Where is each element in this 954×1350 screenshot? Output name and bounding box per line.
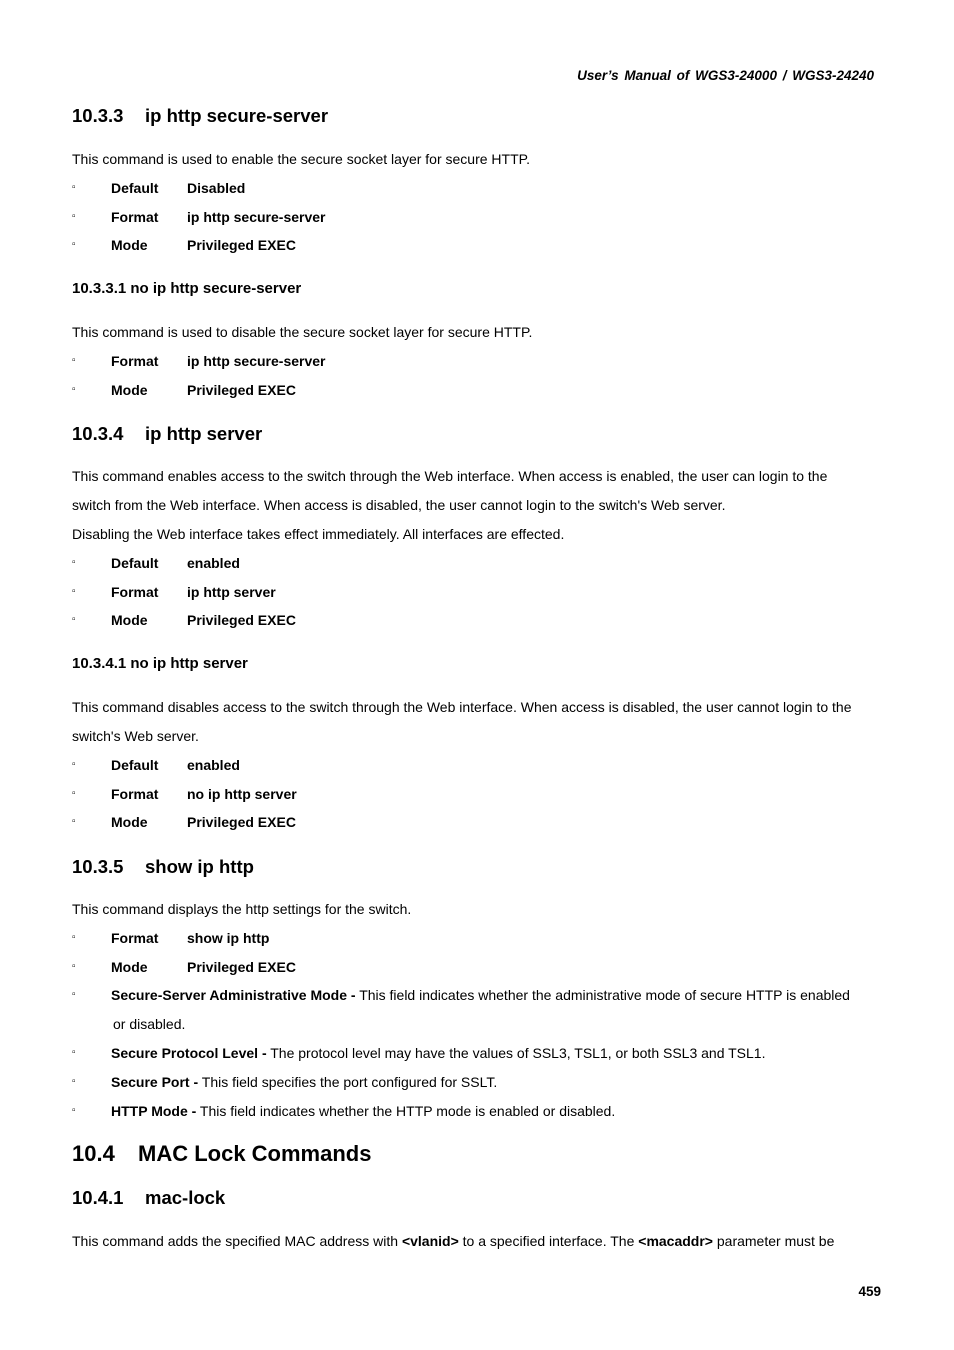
section-title: ip http secure-server xyxy=(145,105,329,126)
bullet-icon: ▫ xyxy=(72,961,76,972)
bullet-icon: ▫ xyxy=(72,1047,76,1058)
field-name: Secure-Server Administrative Mode - xyxy=(111,987,356,1003)
paragraph-line: This command enables access to the switch through the Web interface. When access is enabled, the user can login to the xyxy=(72,468,828,484)
field-description: The protocol level may have the values of SSL3, TSL1, or both SSL3 and TSL1. xyxy=(266,1045,766,1061)
bullet-icon: ▫ xyxy=(72,1076,76,1087)
section-heading-10-4 xyxy=(72,1141,371,1167)
text-run: parameter must be xyxy=(712,1233,835,1249)
bullet-icon: ▫ xyxy=(72,239,76,250)
item-value: Privileged EXEC xyxy=(187,814,296,830)
item-value: ip http server xyxy=(187,584,276,600)
item-key: Mode xyxy=(111,382,148,398)
item-value: Privileged EXEC xyxy=(187,237,296,253)
subsection-heading-10-3-3-1: 10.3.3.1 no ip http secure-server xyxy=(72,280,302,297)
bullet-icon: ▫ xyxy=(72,816,76,827)
field-text xyxy=(111,1074,497,1090)
section-title: show ip http xyxy=(145,856,254,877)
item-value: ip http secure-server xyxy=(187,353,326,369)
item-key: Format xyxy=(111,209,159,225)
paragraph-line: Disabling the Web interface takes effect immediately. All interfaces are effected. xyxy=(72,526,565,542)
section-heading-10-3-5 xyxy=(72,856,254,878)
subsection-heading-10-3-4-1: 10.3.4.1 no ip http server xyxy=(72,655,248,672)
field-name: Secure Protocol Level - xyxy=(111,1045,267,1061)
bullet-icon: ▫ xyxy=(72,614,76,625)
item-key: Format xyxy=(111,786,159,802)
item-value: Privileged EXEC xyxy=(187,612,296,628)
section-heading-10-4-1 xyxy=(72,1187,225,1209)
section-heading-10-3-3 xyxy=(72,105,328,127)
field-continuation: or disabled. xyxy=(113,1016,186,1032)
item-value: Disabled xyxy=(187,180,246,196)
bullet-icon: ▫ xyxy=(72,1105,76,1116)
running-header: User’s Manual of WGS3-24000 / WGS3-24240 xyxy=(577,68,874,83)
field-text xyxy=(111,1045,765,1061)
bullet-icon: ▫ xyxy=(72,557,76,568)
item-value: no ip http server xyxy=(187,786,297,802)
bullet-icon: ▫ xyxy=(72,355,76,366)
item-value: ip http secure-server xyxy=(187,209,326,225)
paragraph: This command displays the http settings for the switch. xyxy=(72,901,412,917)
field-name: Secure Port - xyxy=(111,1074,199,1090)
section-title: ip http server xyxy=(145,423,263,444)
item-key: Default xyxy=(111,180,159,196)
field-description: This field specifies the port configured for SSLT. xyxy=(198,1074,498,1090)
section-number: 10.4 xyxy=(72,1141,115,1166)
paragraph: This command is used to enable the secure socket layer for secure HTTP. xyxy=(72,151,531,167)
bullet-icon: ▫ xyxy=(72,384,76,395)
item-value: Privileged EXEC xyxy=(187,959,296,975)
text-run: to a specified interface. The xyxy=(458,1233,639,1249)
bullet-icon: ▫ xyxy=(72,586,76,597)
field-name: HTTP Mode - xyxy=(111,1103,197,1119)
item-value: enabled xyxy=(187,555,240,571)
section-number: 10.3.3 xyxy=(72,105,124,126)
bullet-icon: ▫ xyxy=(72,759,76,770)
text-run: This command adds the specified MAC address with xyxy=(72,1233,402,1249)
field-description: This field indicates whether the HTTP mode is enabled or disabled. xyxy=(196,1103,616,1119)
section-number: 10.3.4 xyxy=(72,423,124,444)
bullet-icon: ▫ xyxy=(72,211,76,222)
macaddr-param: <macaddr> xyxy=(638,1233,713,1249)
item-value: enabled xyxy=(187,757,240,773)
section-title: mac-lock xyxy=(145,1187,226,1208)
item-key: Mode xyxy=(111,959,148,975)
section-number: 10.4.1 xyxy=(72,1187,124,1208)
item-key: Format xyxy=(111,353,159,369)
item-value: Privileged EXEC xyxy=(187,382,296,398)
section-title: MAC Lock Commands xyxy=(138,1141,372,1166)
item-key: Mode xyxy=(111,814,148,830)
item-key: Format xyxy=(111,584,159,600)
vlanid-param: <vlanid> xyxy=(401,1233,459,1249)
section-heading-10-3-4 xyxy=(72,423,262,445)
bullet-icon: ▫ xyxy=(72,182,76,193)
paragraph-line: switch's Web server. xyxy=(72,728,199,744)
bullet-icon: ▫ xyxy=(72,788,76,799)
paragraph: This command is used to disable the secure socket layer for secure HTTP. xyxy=(72,324,533,340)
item-key: Default xyxy=(111,555,159,571)
field-text xyxy=(111,987,850,1003)
item-key: Mode xyxy=(111,237,148,253)
page-number: 459 xyxy=(858,1284,881,1299)
item-value: show ip http xyxy=(187,930,270,946)
section-number: 10.3.5 xyxy=(72,856,124,877)
item-key: Format xyxy=(111,930,159,946)
item-key: Mode xyxy=(111,612,148,628)
item-key: Default xyxy=(111,757,159,773)
field-description: This field indicates whether the administrative mode of secure HTTP is enabled xyxy=(355,987,850,1003)
paragraph-line: This command disables access to the switch through the Web interface. When access is disabled, the user cannot login to the xyxy=(72,699,852,715)
paragraph-line: switch from the Web interface. When access is disabled, the user cannot login to the switch's Web server. xyxy=(72,497,726,513)
bullet-icon: ▫ xyxy=(72,989,76,1000)
field-text xyxy=(111,1103,615,1119)
bullet-icon: ▫ xyxy=(72,932,76,943)
paragraph xyxy=(72,1233,834,1249)
